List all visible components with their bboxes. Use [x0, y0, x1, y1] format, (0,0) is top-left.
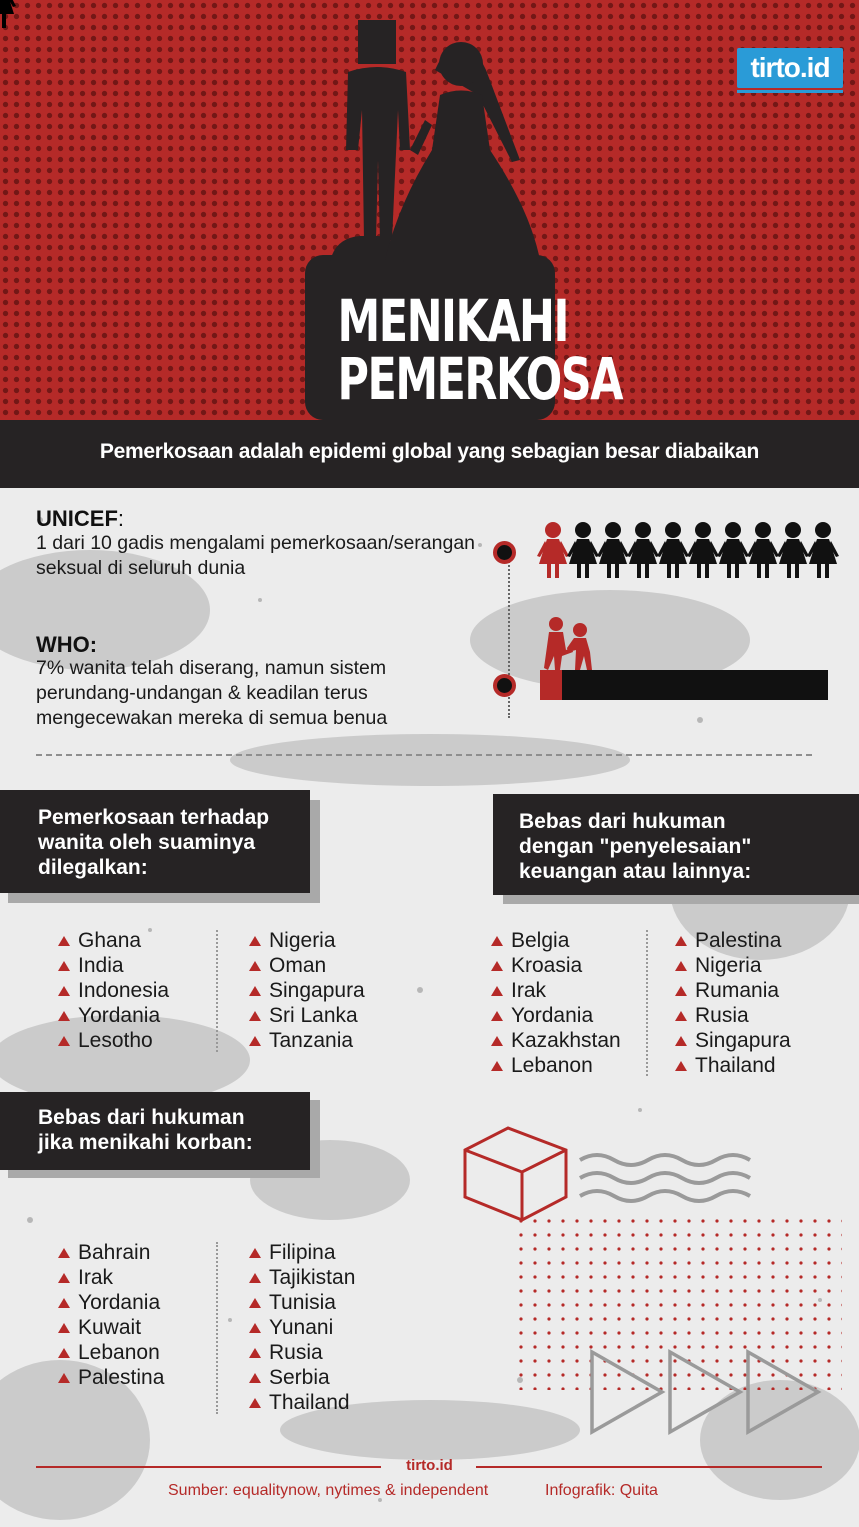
settlement-separator — [646, 930, 648, 1076]
settlement-box — [493, 794, 859, 895]
unicef-text: 1 dari 10 gadis mengalami pemerkosaan/serangan seksual di seluruh dunia — [36, 532, 476, 579]
country-item: Lebanon — [58, 1340, 164, 1365]
subtitle: Pemerkosaan adalah epidemi global yang sebagian besar diabaikan — [99, 440, 760, 463]
who-heading: WHO: — [36, 632, 98, 657]
marital-title-l3: dilegalkan: — [38, 856, 148, 879]
marital-rape-box — [0, 790, 310, 893]
country-item: Kroasia — [491, 953, 621, 978]
settlement-list-col2 — [675, 928, 791, 1078]
country-item: Palestina — [58, 1365, 164, 1390]
country-item: Sri Lanka — [249, 1003, 365, 1028]
marry-list-col1 — [58, 1240, 164, 1390]
country-item: Palestina — [675, 928, 791, 953]
timeline-dot-who — [493, 674, 516, 697]
who-text: 7% wanita telah diserang, namun sistem perundang-undangan & keadilan terus mengecewakan mereka di semua benua — [36, 657, 388, 729]
main-title-line2: PEMERKOSA — [337, 345, 622, 413]
country-item: Tunisia — [249, 1290, 355, 1315]
country-item: Rusia — [249, 1340, 355, 1365]
logo-underline — [737, 90, 843, 93]
country-item: Indonesia — [58, 978, 169, 1003]
country-item: Belgia — [491, 928, 621, 953]
country-item: Irak — [58, 1265, 164, 1290]
country-item: Filipina — [249, 1240, 355, 1265]
country-item: Nigeria — [249, 928, 365, 953]
country-item: Yunani — [249, 1315, 355, 1340]
marital-list-col2 — [249, 928, 365, 1053]
country-item: Singapura — [675, 1028, 791, 1053]
country-item: Tanzania — [249, 1028, 365, 1053]
stats-divider — [36, 754, 812, 756]
tirto-logo[interactable]: tirto.id — [737, 48, 843, 88]
marital-list-col1 — [58, 928, 169, 1053]
marry-list-col2 — [249, 1240, 355, 1415]
country-item: Lesotho — [58, 1028, 169, 1053]
marital-title-l1: Pemerkosaan terhadap — [38, 806, 270, 829]
country-item: Yordania — [58, 1290, 164, 1315]
settlement-title-l3: keuangan atau lainnya: — [519, 860, 752, 883]
subtitle-bar — [0, 420, 859, 488]
hero-banner — [0, 0, 859, 420]
marital-separator — [216, 930, 218, 1052]
country-item: Bahrain — [58, 1240, 164, 1265]
country-item: Singapura — [249, 978, 365, 1003]
country-item: Serbia — [249, 1365, 355, 1390]
country-item: Tajikistan — [249, 1265, 355, 1290]
country-item: Thailand — [675, 1053, 791, 1078]
country-item: Rumania — [675, 978, 791, 1003]
footer-brand: tirto.id — [406, 1457, 453, 1474]
settlement-title-l2: dengan "penyelesaian" — [519, 835, 752, 858]
country-item: Rusia — [675, 1003, 791, 1028]
country-item: Ghana — [58, 928, 169, 953]
country-item: Thailand — [249, 1390, 355, 1415]
country-item: Yordania — [58, 1003, 169, 1028]
main-title-line1: MENIKAHI — [337, 287, 568, 355]
country-item: Nigeria — [675, 953, 791, 978]
country-item: Oman — [249, 953, 365, 978]
country-item: Yordania — [491, 1003, 621, 1028]
country-item: Irak — [491, 978, 621, 1003]
country-item: Kazakhstan — [491, 1028, 621, 1053]
footer-source: Sumber: equalitynow, nytimes & independent — [168, 1482, 489, 1499]
footer-credit: Infografik: Quita — [545, 1482, 658, 1499]
country-item: Kuwait — [58, 1315, 164, 1340]
marry-victim-box — [0, 1092, 310, 1170]
marital-title-l2: wanita oleh suaminya — [38, 831, 256, 854]
settlement-title-l1: Bebas dari hukuman — [519, 810, 726, 833]
marry-title-l1: Bebas dari hukuman — [38, 1106, 245, 1129]
unicef-heading: UNICEF: — [36, 506, 125, 531]
marry-title-l2: jika menikahi korban: — [38, 1131, 253, 1154]
marry-separator — [216, 1242, 218, 1414]
country-item: Lebanon — [491, 1053, 621, 1078]
settlement-list-col1 — [491, 928, 621, 1078]
country-item: India — [58, 953, 169, 978]
timeline-dot-unicef — [493, 541, 516, 564]
